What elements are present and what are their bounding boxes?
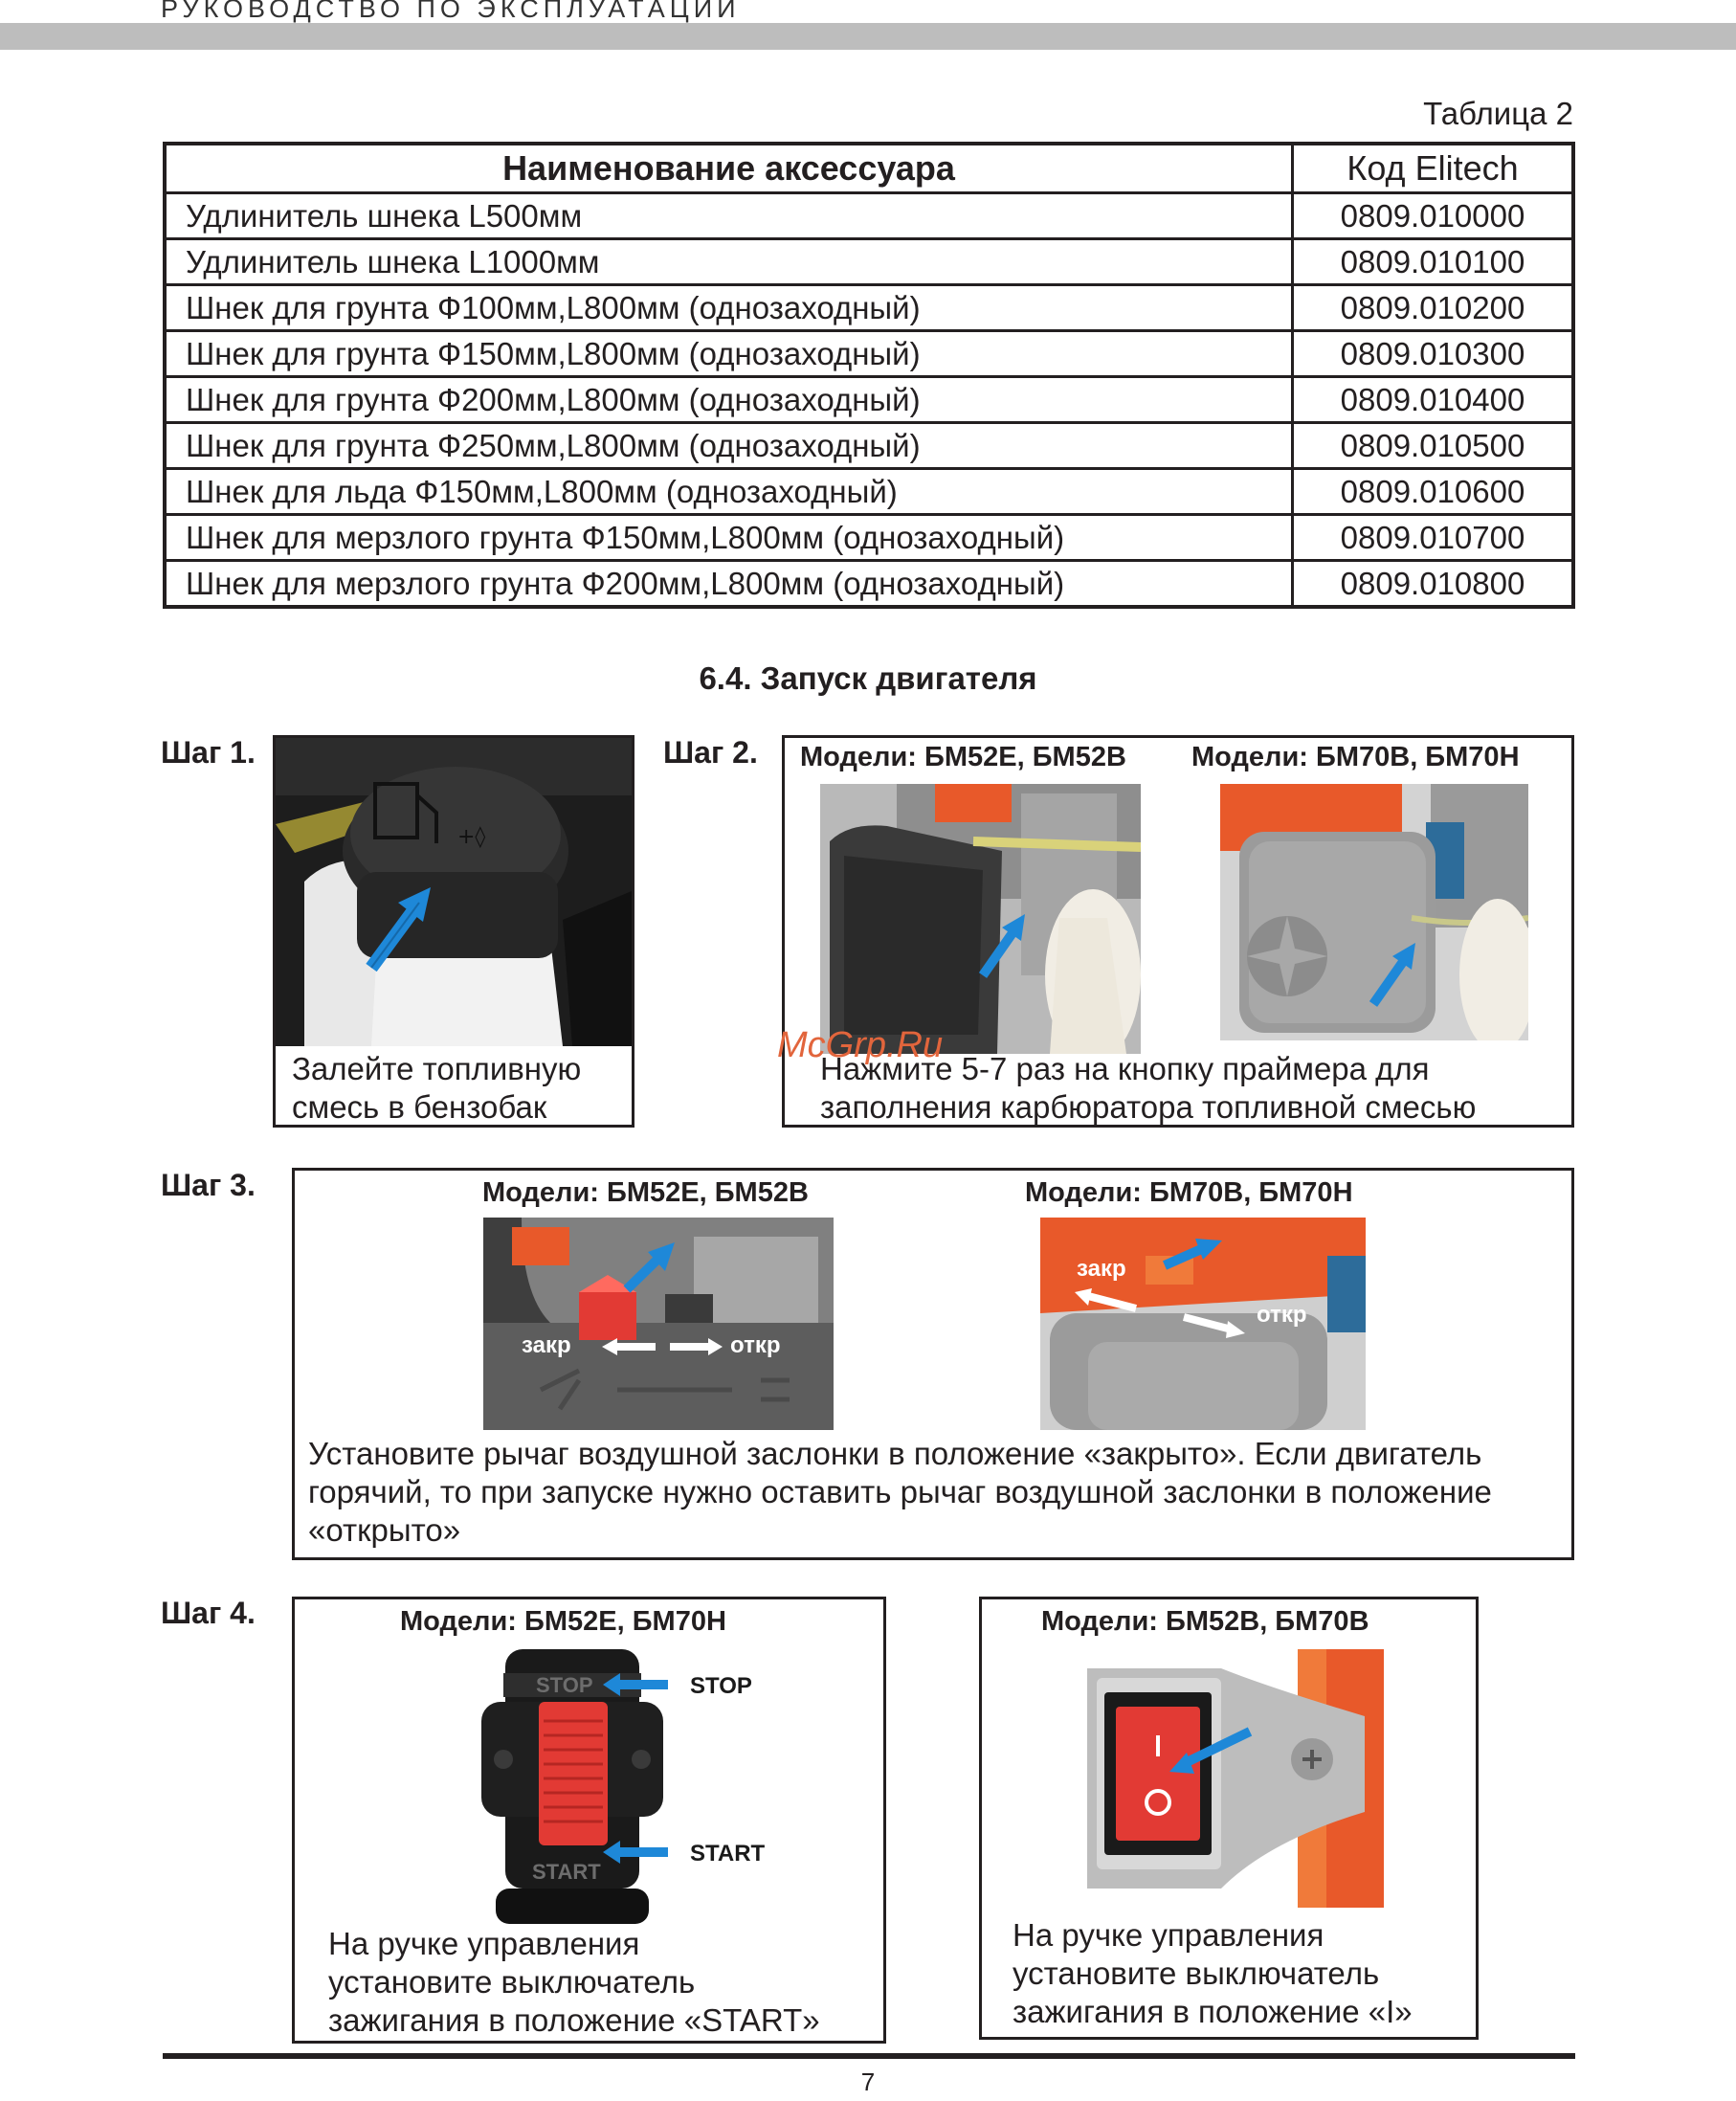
column-header-name: Наименование аксессуара	[165, 144, 1293, 193]
step3-closed-label-a: закр	[522, 1332, 571, 1358]
step4-model-a: Модели: БМ52Е, БМ70Н	[400, 1606, 726, 1637]
header-title: РУКОВОДСТВО ПО ЭКСПЛУАТАЦИИ	[161, 0, 741, 23]
step4-box-a	[292, 1597, 886, 2044]
cell-code: 0809.010100	[1293, 239, 1574, 285]
step3-open-label-a: откр	[730, 1332, 781, 1358]
step4b-text-line1: На ручке управления	[1013, 1917, 1324, 1953]
table-row	[165, 561, 1573, 608]
cell-name: Шнек для грунта Ф200мм,L800мм (однозаходный)	[165, 377, 1293, 423]
step4a-text-line1: На ручке управления	[328, 1926, 640, 1961]
svg-text:+◊: +◊	[457, 825, 486, 849]
cell-code: 0809.010700	[1293, 515, 1574, 561]
step4b-text-line3: зажигания в положение «I»	[1013, 1994, 1413, 2029]
step3-text-line1: Установите рычаг воздушной заслонки в положение «закрыто». Если двигатель	[308, 1436, 1482, 1471]
table-header-row	[165, 144, 1573, 193]
cell-code: 0809.010500	[1293, 423, 1574, 469]
start-label: START	[690, 1841, 766, 1866]
stop-label: STOP	[690, 1673, 752, 1699]
column-header-code: Код Elitech	[1293, 144, 1574, 193]
step1-text-line1: Залейте топливную	[292, 1051, 582, 1086]
step3-model-a: Модели: БМ52Е, БМ52В	[482, 1177, 809, 1208]
step1-text-line2: смесь в бензобак	[292, 1089, 547, 1125]
step3-closed-label-b: закр	[1077, 1256, 1126, 1282]
page-number: 7	[860, 2067, 876, 2096]
cell-code: 0809.010400	[1293, 377, 1574, 423]
step4-model-b: Модели: БМ52В, БМ70В	[1041, 1606, 1369, 1637]
table-row	[165, 469, 1573, 515]
table-row	[165, 377, 1573, 423]
choke-photo-bm70	[1040, 1218, 1366, 1430]
cell-name: Шнек для грунта Ф150мм,L800мм (однозаходный)	[165, 331, 1293, 377]
cell-name: Шнек для грунта Ф100мм,L800мм (однозаходный)	[165, 285, 1293, 331]
step2-model-a: Модели: БМ52Е, БМ52В	[800, 742, 1126, 772]
choke-photo-bm52	[483, 1218, 834, 1430]
cell-code: 0809.010200	[1293, 285, 1574, 331]
cell-name: Удлинитель шнека L1000мм	[165, 239, 1293, 285]
primer-photo-bm70	[1220, 784, 1528, 1040]
table-row	[165, 331, 1573, 377]
step4a-text-line2: установите выключатель	[328, 1964, 696, 2000]
cell-name: Шнек для мерзлого грунта Ф150мм,L800мм (однозаходный)	[165, 515, 1293, 561]
watermark: McGrp.Ru	[777, 1025, 944, 1065]
step3-box	[292, 1168, 1574, 1560]
accessory-table	[163, 142, 1575, 609]
step4b-text-line2: установите выключатель	[1013, 1956, 1380, 1991]
header-bar	[0, 23, 1736, 50]
step3-text-line2: горячий, то при запуске нужно оставить рычаг воздушной заслонки в положение	[308, 1474, 1492, 1509]
step3-open-label-b: откр	[1257, 1302, 1307, 1328]
primer-photo-bm52	[820, 784, 1141, 1054]
cell-code: 0809.010800	[1293, 561, 1574, 608]
footer-rule	[163, 2053, 1575, 2059]
table-row	[165, 515, 1573, 561]
svg-text:STOP: STOP	[536, 1673, 593, 1697]
step2-label: Шаг 2.	[663, 735, 758, 770]
step4a-text-line3: зажигания в положение «START»	[328, 2002, 820, 2038]
table-row	[165, 285, 1573, 331]
step1-label: Шаг 1.	[161, 735, 256, 770]
step4-box-b	[979, 1597, 1479, 2040]
svg-text:START: START	[532, 1860, 601, 1884]
cell-code: 0809.010600	[1293, 469, 1574, 515]
fuel-cap-photo	[276, 738, 632, 1046]
table-row	[165, 239, 1573, 285]
step3-label: Шаг 3.	[161, 1168, 256, 1202]
step3-model-b: Модели: БМ70В, БМ70Н	[1025, 1177, 1353, 1208]
cell-code: 0809.010000	[1293, 193, 1574, 239]
switch-photo-i	[1078, 1649, 1384, 1908]
cell-name: Шнек для льда Ф150мм,L800мм (однозаходный)	[165, 469, 1293, 515]
step2-text-line1: Нажмите 5-7 раз на кнопку праймера для	[820, 1051, 1430, 1086]
cell-name: Шнек для грунта Ф250мм,L800мм (однозаходный)	[165, 423, 1293, 469]
step2-text-line2: заполнения карбюратора топливной смесью	[820, 1089, 1477, 1125]
table-caption: Таблица 2	[1423, 96, 1573, 131]
cell-code: 0809.010300	[1293, 331, 1574, 377]
switch-photo-start	[477, 1644, 692, 1924]
table-row	[165, 193, 1573, 239]
step1-box	[273, 735, 634, 1128]
step3-text-line3: «открыто»	[308, 1512, 461, 1548]
step4-label: Шаг 4.	[161, 1596, 256, 1630]
cell-name: Удлинитель шнека L500мм	[165, 193, 1293, 239]
table-row	[165, 423, 1573, 469]
step2-model-b: Модели: БМ70В, БМ70Н	[1191, 742, 1520, 772]
cell-name: Шнек для мерзлого грунта Ф200мм,L800мм (однозаходный)	[165, 561, 1293, 608]
section-title: 6.4. Запуск двигателя	[699, 660, 1037, 696]
step2-box	[777, 735, 1574, 1128]
